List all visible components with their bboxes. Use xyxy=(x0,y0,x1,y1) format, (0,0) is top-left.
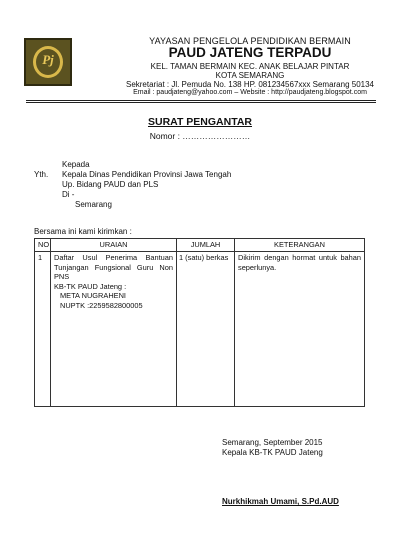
cell-uraian xyxy=(51,252,177,407)
letter-title: SURAT PENGANTAR xyxy=(147,116,253,128)
uraian-description: Daftar Usul Penerima Bantuan Tunjangan Fungsional Guru Non PNS xyxy=(54,253,173,281)
signature-date: Semarang, September 2015 xyxy=(222,438,323,447)
signature-position: Kepala KB-TK PAUD Jateng xyxy=(222,448,323,457)
column-header: NO xyxy=(35,239,51,252)
logo-monogram: Pj xyxy=(42,52,54,67)
org-name: YAYASAN PENGELOLA PENDIDIKAN BERMAIN xyxy=(149,36,351,46)
letter-number: Nomor : …………………… xyxy=(149,131,251,141)
cell-no: 1 xyxy=(35,252,51,407)
uraian-unit: KB-TK PAUD Jateng : xyxy=(54,281,127,291)
header-divider-thin xyxy=(26,102,376,103)
column-header: KETERANGAN xyxy=(235,239,365,252)
column-header: URAIAN xyxy=(51,239,177,252)
signatory-name: Nurkhikmah Umami, S.Pd.AUD xyxy=(222,497,339,506)
school-city: KOTA SEMARANG xyxy=(215,71,285,80)
organization-logo xyxy=(24,38,72,86)
school-name: PAUD JATENG TERPADU xyxy=(168,45,332,60)
recipient-city: Semarang xyxy=(75,200,112,209)
school-address: Sekretariat : Jl. Pemuda No. 138 HP. 081234567xxx Semarang 50134 xyxy=(125,80,374,89)
school-contact: Email : paudjateng@yahoo.com – Website : http://paudjateng.blogspot.com xyxy=(133,89,367,96)
table-header-row xyxy=(35,239,365,252)
kepada-label: Kepada xyxy=(62,160,90,169)
intro-text: Bersama ini kami kirimkan : xyxy=(34,227,132,236)
yth-label: Yth. xyxy=(34,170,49,179)
uraian-nuptk: NUPTK :2259582800005 xyxy=(60,300,143,310)
school-unit: KEL. TAMAN BERMAIN KEC. ANAK BELAJAR PINTAR xyxy=(150,62,350,71)
cell-keterangan: Dikirim dengan hormat untuk bahan seperlunya. xyxy=(235,252,365,407)
uraian-name: META NUGRAHENI xyxy=(60,291,126,300)
cell-jumlah: 1 (satu) berkas xyxy=(177,252,235,407)
column-header: JUMLAH xyxy=(177,239,235,252)
header-divider xyxy=(26,100,376,101)
recipient-line: Up. Bidang PAUD dan PLS xyxy=(62,180,159,189)
items-table xyxy=(34,238,365,407)
recipient-line: Kepala Dinas Pendidikan Provinsi Jawa Tengah xyxy=(62,170,232,179)
recipient-line: Di - xyxy=(62,190,75,199)
table-row xyxy=(35,252,365,407)
